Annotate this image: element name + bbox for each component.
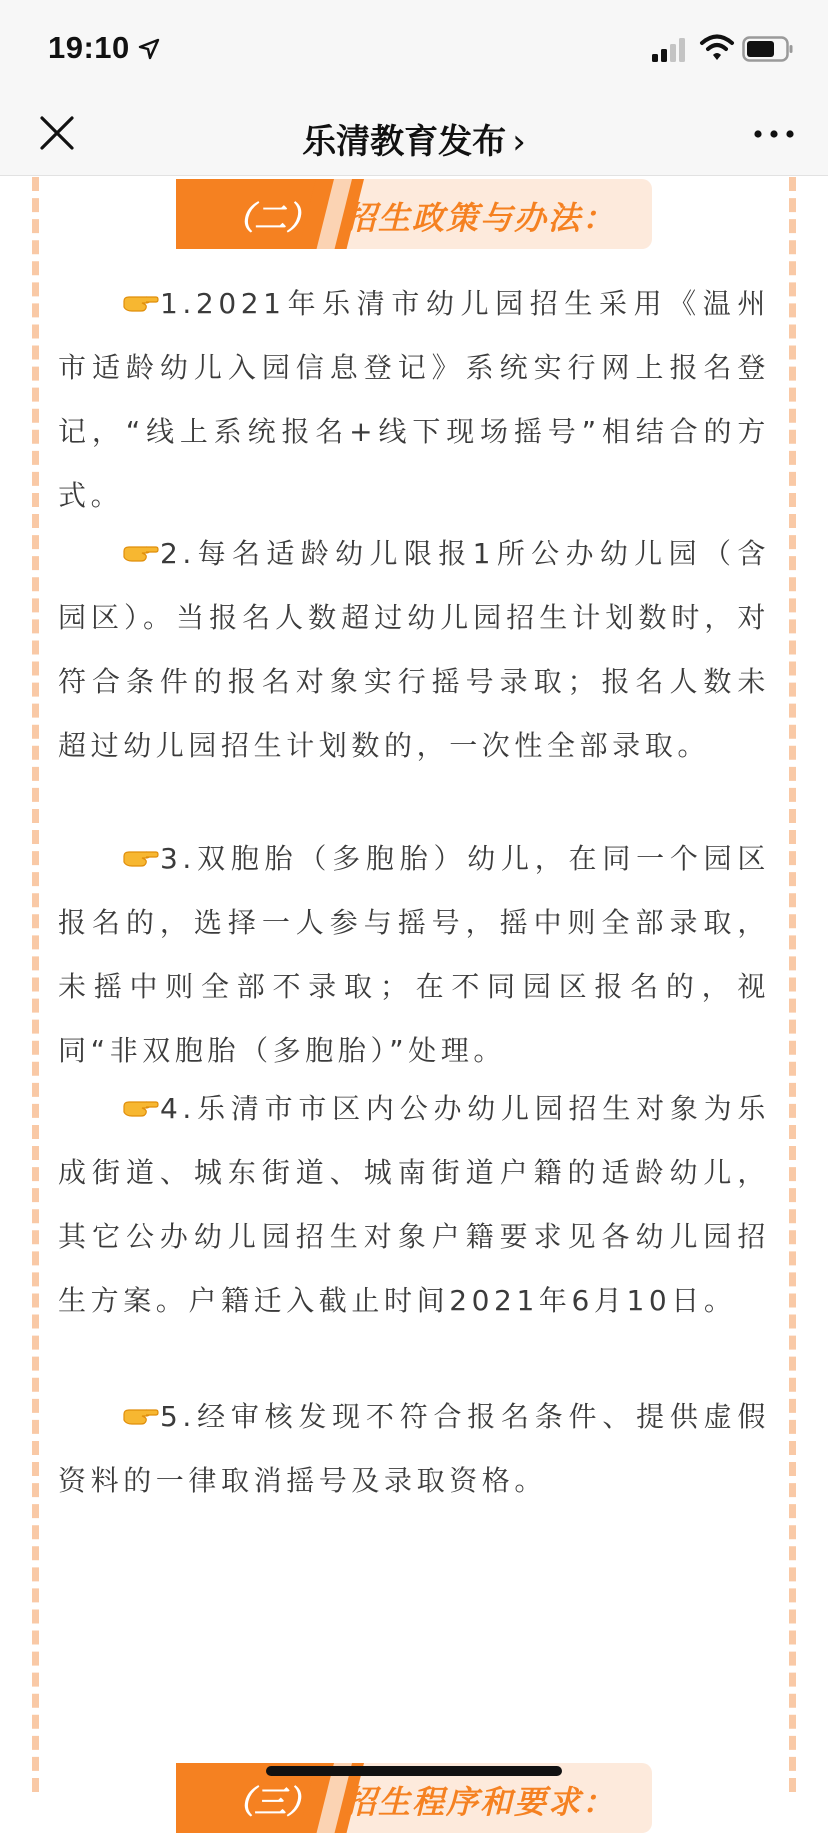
nav-bar (0, 96, 828, 176)
pointing-hand-icon (122, 1094, 158, 1122)
policy-item-text: 4.乐清市市区内公办幼儿园招生对象为乐成街道、城东街道、城南街道户籍的适龄幼儿，其它公办幼儿园招生对象户籍要求见各幼儿园招生方案。户籍迁入截止时间2021年6月10日。 (58, 1092, 770, 1317)
pointing-hand-icon (122, 539, 158, 567)
chevron-right-icon: › (512, 122, 526, 162)
more-icon[interactable] (752, 120, 796, 148)
dashed-border-right (789, 177, 796, 1792)
section-title: 招生程序和要求： (344, 1783, 617, 1821)
policy-item-3 (58, 827, 770, 1083)
account-name: 乐清教育发布 (302, 122, 507, 162)
policy-item-5 (58, 1385, 770, 1513)
article-content[interactable] (0, 177, 828, 1821)
pointing-hand-icon (122, 844, 158, 872)
policy-item-text: 3.双胞胎（多胞胎）幼儿，在同一个园区报名的，选择一人参与摇号，摇中则全部录取，未摇中则全部不录取；在不同园区报名的，视同“非双胞胎（多胞胎）”处理。 (58, 842, 770, 1067)
location-arrow-icon (138, 38, 160, 60)
cellular-signal-icon (652, 38, 688, 62)
policy-item-2 (58, 522, 770, 778)
policy-item-1 (58, 272, 770, 528)
pointing-hand-icon (122, 1402, 158, 1430)
section-header-2 (176, 179, 652, 249)
policy-item-4 (58, 1077, 770, 1333)
policy-item-text: 5.经审核发现不符合报名条件、提供虚假资料的一律取消摇号及录取资格。 (58, 1400, 770, 1497)
battery-icon (742, 36, 794, 62)
section-number: （二） (222, 199, 319, 237)
account-title-link[interactable] (0, 114, 828, 163)
home-indicator[interactable] (266, 1766, 562, 1776)
section-number: （三） (222, 1783, 319, 1821)
wifi-icon (700, 34, 734, 62)
dashed-border-left (32, 177, 39, 1792)
policy-item-text: 1.2021年乐清市幼儿园招生采用《温州市适龄幼儿入园信息登记》系统实行网上报名登记，“线上系统报名+线下现场摇号”相结合的方式。 (58, 287, 770, 512)
status-time: 19:10 (48, 30, 130, 65)
status-bar (0, 0, 828, 96)
section-title: 招生政策与办法： (344, 199, 617, 237)
pointing-hand-icon (122, 289, 158, 317)
policy-item-text: 2.每名适龄幼儿限报1所公办幼儿园（含园区）。当报名人数超过幼儿园招生计划数时，对符合条件的报名对象实行摇号录取；报名人数未超过幼儿园招生计划数的，一次性全部录取。 (58, 537, 770, 762)
